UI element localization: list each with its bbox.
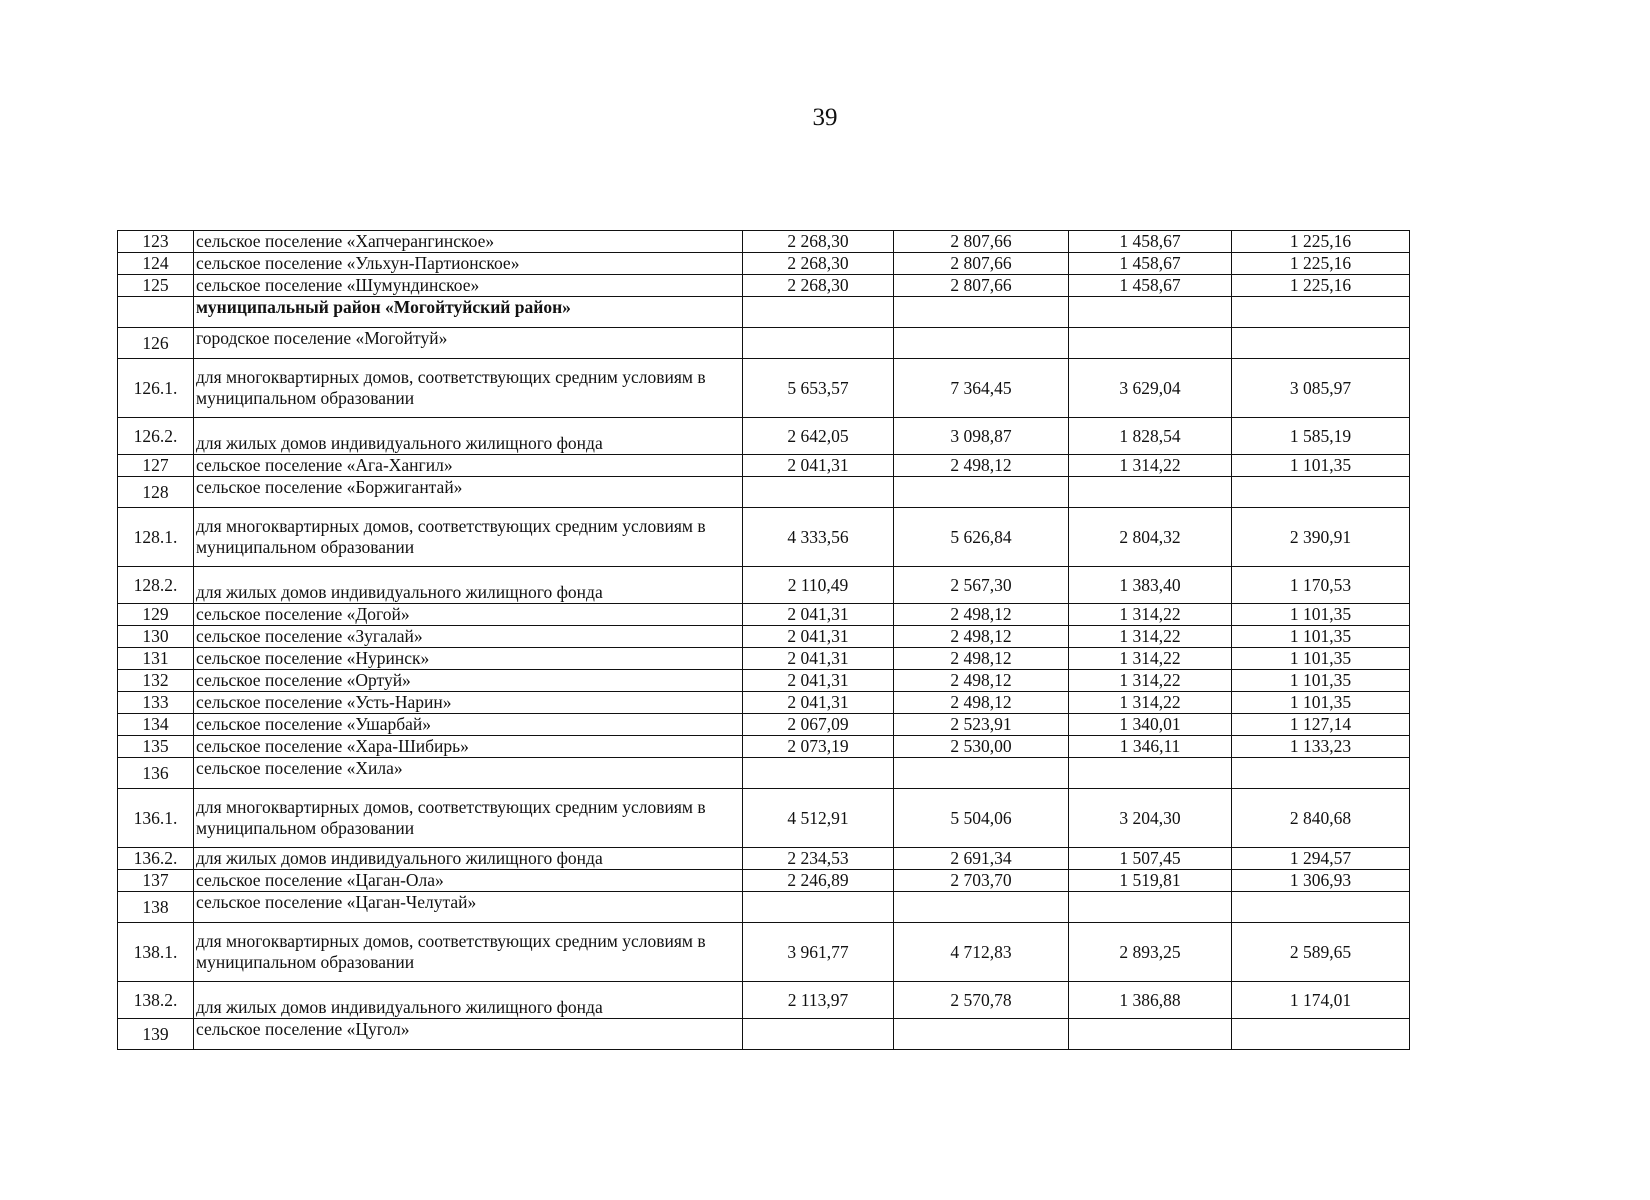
value-cell-3: 1 828,54 xyxy=(1069,418,1232,455)
row-number: 124 xyxy=(118,253,194,275)
value-cell-4: 1 294,57 xyxy=(1232,848,1410,870)
row-name: сельское поселение «Догой» xyxy=(194,604,743,626)
table-row xyxy=(118,275,1410,297)
value-cell-4: 1 225,16 xyxy=(1232,275,1410,297)
row-name: сельское поселение «Хапчерангинское» xyxy=(194,231,743,253)
value-cell-1: 2 041,31 xyxy=(743,604,894,626)
value-cell-1: 2 268,30 xyxy=(743,253,894,275)
row-number: 136.2. xyxy=(118,848,194,870)
row-number: 133 xyxy=(118,692,194,714)
value-cell-3: 1 386,88 xyxy=(1069,982,1232,1019)
row-name: для жилых домов индивидуального жилищного фонда xyxy=(194,418,743,455)
row-number xyxy=(118,297,194,328)
row-number: 129 xyxy=(118,604,194,626)
value-cell-2: 3 098,87 xyxy=(894,418,1069,455)
row-name: для многоквартирных домов, соответствующих средним условиям в муниципальном образовании xyxy=(194,923,743,982)
value-cell-2: 2 530,00 xyxy=(894,736,1069,758)
table-row xyxy=(118,477,1410,508)
value-cell-2: 2 691,34 xyxy=(894,848,1069,870)
row-number: 128 xyxy=(118,477,194,508)
value-cell-2 xyxy=(894,892,1069,923)
row-name: для жилых домов индивидуального жилищного фонда xyxy=(194,982,743,1019)
value-cell-4: 1 101,35 xyxy=(1232,626,1410,648)
page-number: 39 xyxy=(812,104,838,131)
value-cell-2: 5 626,84 xyxy=(894,508,1069,567)
value-cell-3: 1 314,22 xyxy=(1069,692,1232,714)
value-cell-1: 2 246,89 xyxy=(743,870,894,892)
table-row xyxy=(118,1019,1410,1050)
value-cell-1: 2 041,31 xyxy=(743,455,894,477)
table-row xyxy=(118,455,1410,477)
value-cell-3: 1 507,45 xyxy=(1069,848,1232,870)
table-row xyxy=(118,848,1410,870)
value-cell-4: 1 101,35 xyxy=(1232,692,1410,714)
value-cell-4: 1 585,19 xyxy=(1232,418,1410,455)
value-cell-2: 2 523,91 xyxy=(894,714,1069,736)
table-row xyxy=(118,648,1410,670)
value-cell-3 xyxy=(1069,1019,1232,1050)
value-cell-1: 2 041,31 xyxy=(743,626,894,648)
value-cell-3 xyxy=(1069,328,1232,359)
value-cell-3: 1 458,67 xyxy=(1069,253,1232,275)
value-cell-2 xyxy=(894,477,1069,508)
table-row xyxy=(118,982,1410,1019)
row-name: сельское поселение «Нуринск» xyxy=(194,648,743,670)
table-row xyxy=(118,604,1410,626)
value-cell-1: 3 961,77 xyxy=(743,923,894,982)
row-name: для жилых домов индивидуального жилищного фонда xyxy=(194,848,743,870)
value-cell-1: 2 041,31 xyxy=(743,692,894,714)
table-row xyxy=(118,892,1410,923)
value-cell-1: 2 041,31 xyxy=(743,648,894,670)
row-number: 138.2. xyxy=(118,982,194,1019)
row-number: 139 xyxy=(118,1019,194,1050)
row-number: 126.1. xyxy=(118,359,194,418)
table-row xyxy=(118,758,1410,789)
value-cell-3 xyxy=(1069,297,1232,328)
section-header-row xyxy=(118,297,1410,328)
row-name: городское поселение «Могойтуй» xyxy=(194,328,743,359)
value-cell-4 xyxy=(1232,892,1410,923)
value-cell-3: 1 346,11 xyxy=(1069,736,1232,758)
row-number: 137 xyxy=(118,870,194,892)
value-cell-3: 1 314,22 xyxy=(1069,604,1232,626)
value-cell-2: 2 570,78 xyxy=(894,982,1069,1019)
row-name: для жилых домов индивидуального жилищного фонда xyxy=(194,567,743,604)
row-number: 128.1. xyxy=(118,508,194,567)
value-cell-4: 1 101,35 xyxy=(1232,648,1410,670)
value-cell-1 xyxy=(743,1019,894,1050)
row-name: сельское поселение «Хара-Шибирь» xyxy=(194,736,743,758)
value-cell-2: 2 498,12 xyxy=(894,455,1069,477)
value-cell-2 xyxy=(894,1019,1069,1050)
value-cell-3: 1 314,22 xyxy=(1069,670,1232,692)
value-cell-4 xyxy=(1232,328,1410,359)
table-row xyxy=(118,418,1410,455)
value-cell-4 xyxy=(1232,477,1410,508)
row-number: 136.1. xyxy=(118,789,194,848)
value-cell-2: 2 807,66 xyxy=(894,231,1069,253)
value-cell-1 xyxy=(743,297,894,328)
value-cell-4: 1 174,01 xyxy=(1232,982,1410,1019)
row-number: 126 xyxy=(118,328,194,359)
value-cell-1: 4 333,56 xyxy=(743,508,894,567)
value-cell-1: 2 642,05 xyxy=(743,418,894,455)
value-cell-4: 1 101,35 xyxy=(1232,670,1410,692)
value-cell-4: 3 085,97 xyxy=(1232,359,1410,418)
value-cell-4: 1 127,14 xyxy=(1232,714,1410,736)
value-cell-1 xyxy=(743,328,894,359)
value-cell-4: 2 390,91 xyxy=(1232,508,1410,567)
value-cell-4 xyxy=(1232,297,1410,328)
value-cell-4: 1 170,53 xyxy=(1232,567,1410,604)
table-row xyxy=(118,789,1410,848)
value-cell-3: 1 458,67 xyxy=(1069,275,1232,297)
value-cell-3: 1 314,22 xyxy=(1069,455,1232,477)
value-cell-1: 2 113,97 xyxy=(743,982,894,1019)
row-number: 134 xyxy=(118,714,194,736)
row-number: 138 xyxy=(118,892,194,923)
row-name: сельское поселение «Хила» xyxy=(194,758,743,789)
value-cell-1: 2 268,30 xyxy=(743,231,894,253)
value-cell-3 xyxy=(1069,758,1232,789)
value-cell-1: 2 268,30 xyxy=(743,275,894,297)
row-number: 138.1. xyxy=(118,923,194,982)
row-name: сельское поселение «Зугалай» xyxy=(194,626,743,648)
value-cell-2: 2 498,12 xyxy=(894,692,1069,714)
value-cell-1 xyxy=(743,477,894,508)
row-name: сельское поселение «Боржигантай» xyxy=(194,477,743,508)
value-cell-3: 3 204,30 xyxy=(1069,789,1232,848)
row-number: 126.2. xyxy=(118,418,194,455)
section-title: муниципальный район «Могойтуйский район» xyxy=(194,297,743,328)
row-number: 123 xyxy=(118,231,194,253)
value-cell-2: 2 567,30 xyxy=(894,567,1069,604)
row-name: сельское поселение «Ортуй» xyxy=(194,670,743,692)
row-name: сельское поселение «Цаган-Челутай» xyxy=(194,892,743,923)
value-cell-1 xyxy=(743,758,894,789)
table-row xyxy=(118,567,1410,604)
value-cell-2: 2 807,66 xyxy=(894,275,1069,297)
value-cell-3 xyxy=(1069,477,1232,508)
value-cell-1: 4 512,91 xyxy=(743,789,894,848)
table-row xyxy=(118,253,1410,275)
row-name: сельское поселение «Ушарбай» xyxy=(194,714,743,736)
value-cell-4 xyxy=(1232,758,1410,789)
value-cell-1: 2 073,19 xyxy=(743,736,894,758)
tariff-table xyxy=(117,230,1410,1050)
table-row xyxy=(118,626,1410,648)
value-cell-4: 1 306,93 xyxy=(1232,870,1410,892)
value-cell-2 xyxy=(894,758,1069,789)
table-row xyxy=(118,359,1410,418)
row-name: сельское поселение «Ага-Хангил» xyxy=(194,455,743,477)
row-name: сельское поселение «Шумундинское» xyxy=(194,275,743,297)
value-cell-1: 2 067,09 xyxy=(743,714,894,736)
table-row xyxy=(118,670,1410,692)
value-cell-4: 1 101,35 xyxy=(1232,604,1410,626)
value-cell-3: 3 629,04 xyxy=(1069,359,1232,418)
row-name: для многоквартирных домов, соответствующих средним условиям в муниципальном образовании xyxy=(194,789,743,848)
row-name: для многоквартирных домов, соответствующих средним условиям в муниципальном образовании xyxy=(194,508,743,567)
value-cell-3: 1 314,22 xyxy=(1069,648,1232,670)
row-name: сельское поселение «Усть-Нарин» xyxy=(194,692,743,714)
value-cell-3: 1 340,01 xyxy=(1069,714,1232,736)
value-cell-2 xyxy=(894,328,1069,359)
value-cell-2: 4 712,83 xyxy=(894,923,1069,982)
value-cell-2: 2 498,12 xyxy=(894,670,1069,692)
table-row xyxy=(118,923,1410,982)
row-name: сельское поселение «Цугол» xyxy=(194,1019,743,1050)
table-row xyxy=(118,231,1410,253)
row-number: 130 xyxy=(118,626,194,648)
row-name: для многоквартирных домов, соответствующих средним условиям в муниципальном образовании xyxy=(194,359,743,418)
value-cell-4: 1 133,23 xyxy=(1232,736,1410,758)
value-cell-4: 1 225,16 xyxy=(1232,253,1410,275)
value-cell-1 xyxy=(743,892,894,923)
value-cell-1: 2 110,49 xyxy=(743,567,894,604)
row-number: 136 xyxy=(118,758,194,789)
value-cell-3 xyxy=(1069,892,1232,923)
row-number: 131 xyxy=(118,648,194,670)
table-row xyxy=(118,328,1410,359)
row-number: 128.2. xyxy=(118,567,194,604)
value-cell-3: 2 804,32 xyxy=(1069,508,1232,567)
table-row xyxy=(118,736,1410,758)
value-cell-3: 2 893,25 xyxy=(1069,923,1232,982)
value-cell-4: 1 225,16 xyxy=(1232,231,1410,253)
value-cell-2: 2 703,70 xyxy=(894,870,1069,892)
value-cell-3: 1 519,81 xyxy=(1069,870,1232,892)
row-name: сельское поселение «Цаган-Ола» xyxy=(194,870,743,892)
value-cell-1: 2 041,31 xyxy=(743,670,894,692)
value-cell-2: 2 498,12 xyxy=(894,626,1069,648)
value-cell-1: 2 234,53 xyxy=(743,848,894,870)
value-cell-2: 5 504,06 xyxy=(894,789,1069,848)
table-row xyxy=(118,508,1410,567)
value-cell-2 xyxy=(894,297,1069,328)
table-row xyxy=(118,714,1410,736)
value-cell-2: 2 498,12 xyxy=(894,648,1069,670)
value-cell-3: 1 314,22 xyxy=(1069,626,1232,648)
row-number: 132 xyxy=(118,670,194,692)
value-cell-3: 1 458,67 xyxy=(1069,231,1232,253)
value-cell-2: 2 498,12 xyxy=(894,604,1069,626)
value-cell-1: 5 653,57 xyxy=(743,359,894,418)
row-name: сельское поселение «Ульхун-Партионское» xyxy=(194,253,743,275)
value-cell-4: 2 589,65 xyxy=(1232,923,1410,982)
table-body xyxy=(118,231,1410,1050)
value-cell-4: 2 840,68 xyxy=(1232,789,1410,848)
value-cell-3: 1 383,40 xyxy=(1069,567,1232,604)
table-row xyxy=(118,692,1410,714)
row-number: 125 xyxy=(118,275,194,297)
row-number: 127 xyxy=(118,455,194,477)
value-cell-2: 2 807,66 xyxy=(894,253,1069,275)
value-cell-4 xyxy=(1232,1019,1410,1050)
table-row xyxy=(118,870,1410,892)
row-number: 135 xyxy=(118,736,194,758)
value-cell-2: 7 364,45 xyxy=(894,359,1069,418)
value-cell-4: 1 101,35 xyxy=(1232,455,1410,477)
